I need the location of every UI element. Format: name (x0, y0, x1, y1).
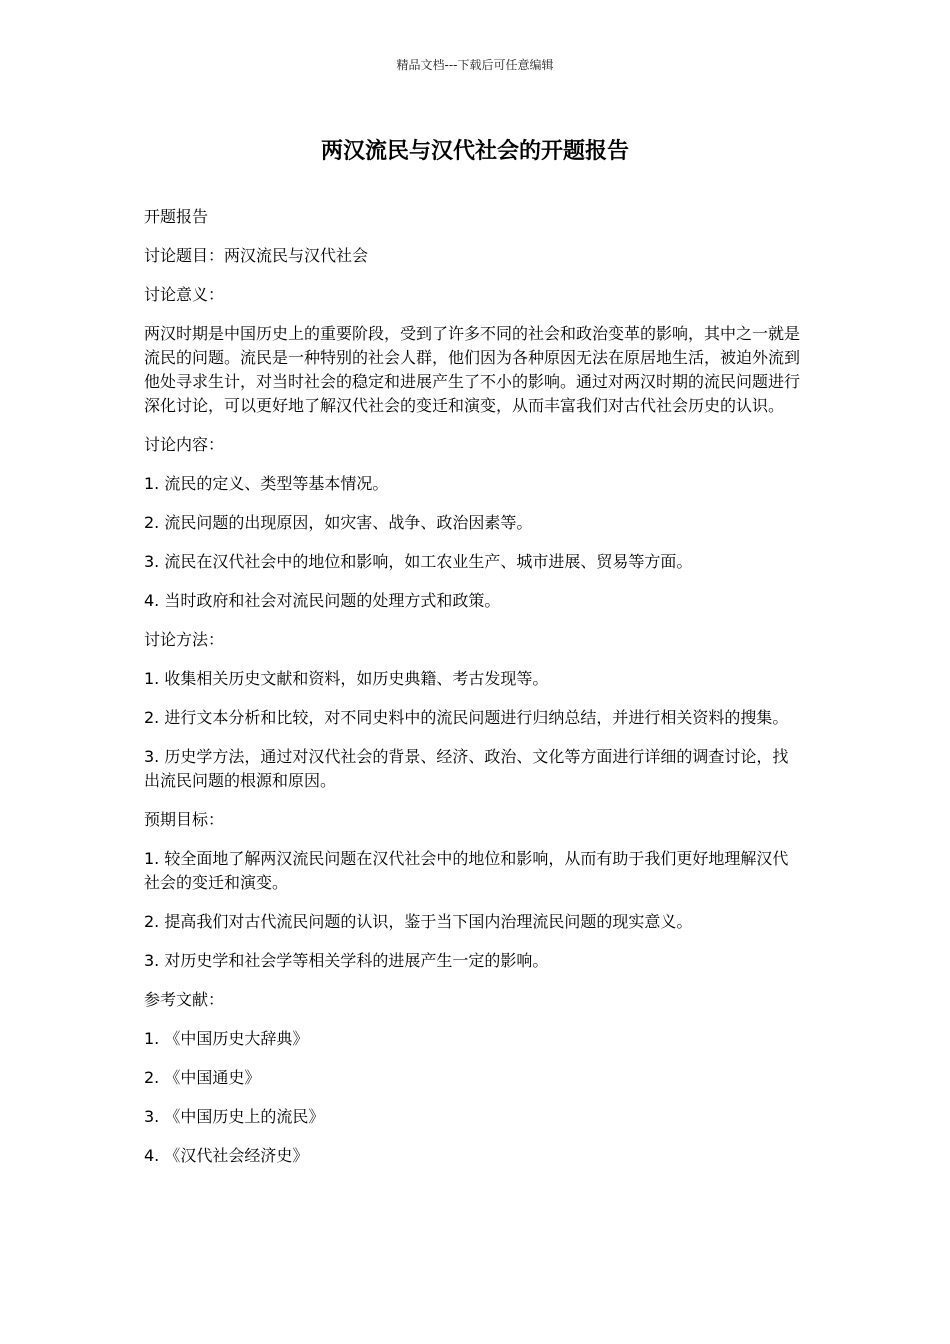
list-item: 1. 流民的定义、类型等基本情况。 (144, 474, 389, 493)
list-item: 3. 历史学方法，通过对汉代社会的背景、经济、政治、文化等方面进行详细的调查讨论，找出流民问题的根源和原因。 (144, 747, 789, 790)
section-heading: 预期目标： (144, 810, 225, 829)
section-heading: 讨论意义： (144, 285, 225, 304)
paragraph: 两汉时期是中国历史上的重要阶段，受到了许多不同的社会和政治变革的影响，其中之一就是流民的问题。流民是一种特别的社会人群，他们因为各种原因无法在原居地生活，被迫外流到他处寻求生计，对当时社会的稳定和进展产生了不小的影响。通过对两汉时期的流民问题进行深化讨论，可以更好地了解汉代社会的变迁和演变，从而丰富我们对古代社会历史的认识。 (144, 324, 801, 415)
reference-item: 1. 《中国历史大辞典》 (144, 1029, 309, 1048)
list-item: 4. 当时政府和社会对流民问题的处理方式和政策。 (144, 591, 501, 610)
list-item: 2. 流民问题的出现原因，如灾害、战争、政治因素等。 (144, 513, 533, 532)
reference-item: 3. 《中国历史上的流民》 (144, 1107, 325, 1126)
paragraph: 开题报告 (144, 207, 209, 226)
list-item: 2. 进行文本分析和比较，对不同史料中的流民问题进行归纳总结，并进行相关资料的搜集。 (144, 708, 789, 727)
list-item: 2. 提高我们对古代流民问题的认识，鉴于当下国内治理流民问题的现实意义。 (144, 912, 693, 931)
list-item: 3. 对历史学和社会学等相关学科的进展产生一定的影响。 (144, 951, 549, 970)
section-heading: 参考文献： (144, 990, 225, 1009)
page-header: 精品文档---下载后可任意编辑 (396, 58, 554, 72)
list-item: 1. 收集相关历史文献和资料，如历史典籍、考古发现等。 (144, 669, 549, 688)
document-body (144, 205, 804, 1183)
section-heading: 讨论内容： (144, 435, 225, 454)
reference-item: 4. 《汉代社会经济史》 (144, 1146, 309, 1165)
paragraph: 讨论题目：两汉流民与汉代社会 (144, 246, 369, 265)
reference-item: 2. 《中国通史》 (144, 1068, 261, 1087)
list-item: 1. 较全面地了解两汉流民问题在汉代社会中的地位和影响，从而有助于我们更好地理解汉代社会的变迁和演变。 (144, 849, 789, 892)
section-heading: 讨论方法： (144, 630, 225, 649)
document-title: 两汉流民与汉代社会的开题报告 (320, 139, 629, 164)
list-item: 3. 流民在汉代社会中的地位和影响，如工农业生产、城市进展、贸易等方面。 (144, 552, 693, 571)
